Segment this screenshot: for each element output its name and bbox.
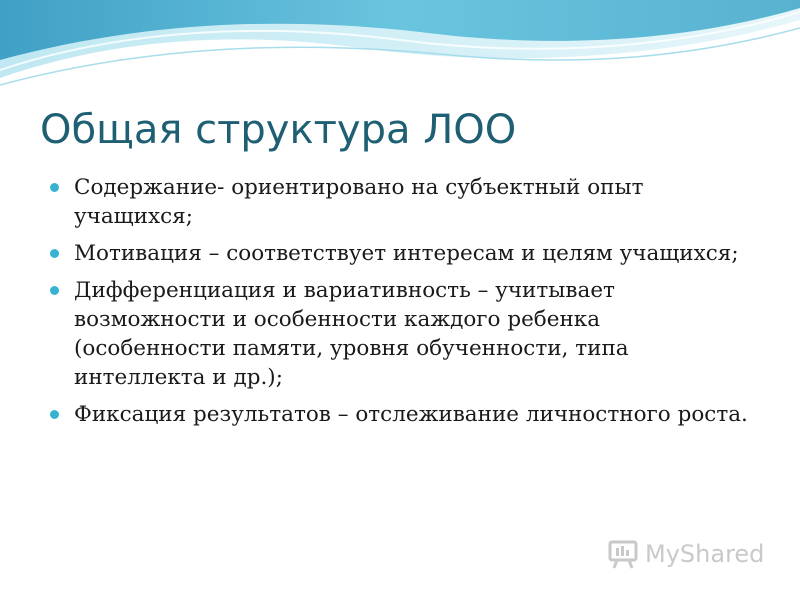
slide-title: Общая структура ЛОО: [40, 107, 517, 153]
bullet-text: Содержание- ориентировано на субъектный опыт учащихся;: [74, 175, 644, 229]
bullet-text: Дифференциация и вариативность – учитывает возможности и особенности каждого ребенка (особенности памяти, уровня обученности, типа интеллекта и др.);: [74, 278, 629, 390]
bullet-item: [48, 400, 748, 429]
watermark-logo: [607, 537, 764, 571]
bullet-list: [48, 173, 748, 437]
bullet-item: [48, 239, 748, 268]
bullet-dot-icon: [50, 249, 59, 258]
watermark-text: MyShared: [645, 540, 765, 568]
header-wave-decoration: [0, 0, 800, 110]
bullet-dot-icon: [50, 286, 59, 295]
bullet-dot-icon: [50, 410, 59, 419]
presentation-board-icon: [607, 538, 639, 570]
bullet-text: Мотивация – соответствует интересам и целям учащихся;: [74, 241, 739, 266]
bullet-item: [48, 276, 748, 392]
bullet-dot-icon: [50, 183, 59, 192]
bullet-item: [48, 173, 748, 231]
bullet-text: Фиксация результатов – отслеживание личностного роста.: [74, 402, 748, 427]
